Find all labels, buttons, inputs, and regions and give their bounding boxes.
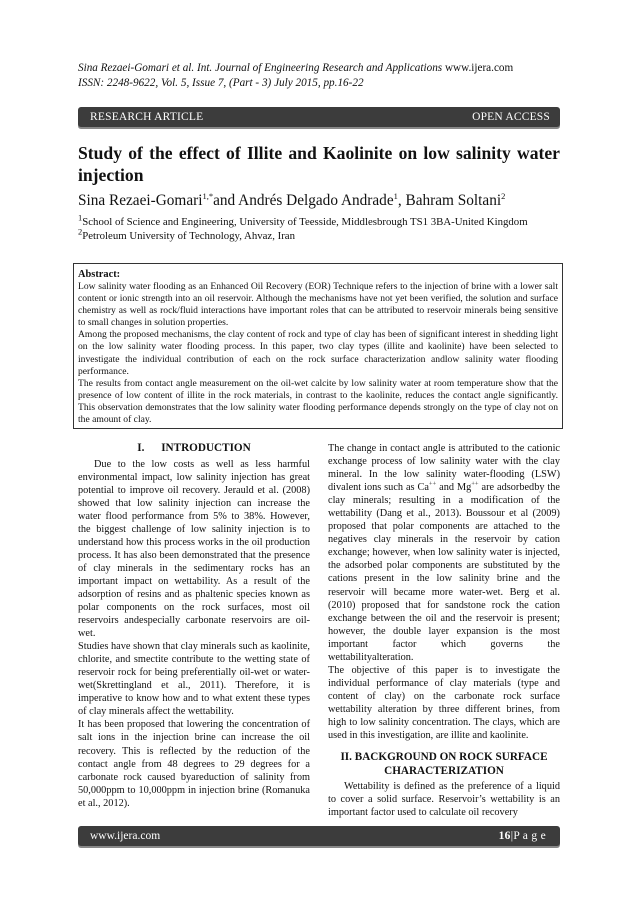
body-paragraph: It has been proposed that lowering the concentration of salt ions in the injection brine can increase the oil recovery. This is reflected by the reduction of the contact angle from 48 degrees to 29 degrees for a carbonate rock caused byareduction of salinity from 50,000ppm to 10,000ppm in injection brine (Romanuka et al., 2012). bbox=[78, 719, 310, 809]
research-article-label: RESEARCH ARTICLE bbox=[90, 111, 204, 123]
page-number bbox=[499, 826, 546, 846]
body-paragraph: Due to the low costs as well as less harmful environmental impact, low salinity injection has great potential to improve oil recovery. Jerauld et al. (2008) showed that low salinity injection can increase the water flood performance from 5% to 38%. However, the biggest challenge of low salinity injection is to understand how this process works in the oil production process. It has also been demonstrated that the presence of clay minerals in the sedimentary rocks has an important impact on wettability. As a result of the adsorption of resins and as phaltenic species known as polar components on the rock surfaces, most oil reservoirs andespecially carbonate reservoirs are oil-wet. bbox=[78, 458, 310, 640]
affiliation-1 bbox=[78, 212, 528, 229]
page-footer-bar bbox=[78, 826, 560, 846]
affiliation-1-marker: 1 bbox=[78, 212, 83, 223]
right-column bbox=[328, 442, 560, 819]
page-number-value: 16 bbox=[498, 830, 511, 842]
body-paragraph: Studies have shown that clay minerals such as kaolinite, chlorite, and smectite contribute to the wetting state of reservoir rock for being preferentially oil-wet or water-wet(Skrettingland et al., 2011). Therefore, it is imperative to know how and to what extent these types of clay minerals affect the wettability. bbox=[78, 641, 310, 718]
abstract-paragraph: Among the proposed mechanisms, the clay content of rock and type of clay has been of significant interest in shedding light on the low salinity water flooding process. In this paper, two clay types (illite and kaolinite) have been selected to investigate the individual contribution of each on the rock surface characterization andlow salinity water flooding performance. bbox=[78, 329, 558, 377]
charge-superscript: ++ bbox=[471, 480, 479, 488]
body-paragraph: The objective of this paper is to investigate the individual performance of clay materials (type and content of clay) on the carbonate rock surface wettability alteration by three different brines, from high to low salinity concentration. The clays, which are used in this investigation, are illite and kaolinite. bbox=[328, 664, 560, 742]
page-label: |P a g e bbox=[510, 830, 546, 842]
journal-header-line-2: ISSN: 2248-9622, Vol. 5, Issue 7, (Part - 3) July 2015, pp.16-22 bbox=[78, 77, 364, 89]
affiliation-2-marker: 2 bbox=[78, 226, 83, 237]
abstract-heading: Abstract: bbox=[78, 269, 121, 280]
footer-site-link[interactable]: www.ijera.com bbox=[90, 830, 161, 842]
left-column bbox=[78, 442, 310, 810]
author-3-marker: 2 bbox=[501, 190, 506, 201]
abstract-box bbox=[73, 263, 563, 429]
charge-superscript: ++ bbox=[428, 480, 437, 488]
abstract-paragraph: The results from contact angle measurement on the oil-wet calcite by low salinity water at room temperature show that the presence of low content of illite in the rock materials, in contrast to the kaolinite, reduces the contact angle significantly. This observation demonstrates that the low salinity water flooding performance depends strongly on the type of clay not on the amount of clay. bbox=[78, 377, 558, 426]
affiliation-1-text: School of Science and Engineering, University of Teesside, Middlesbrough TS1 3BA-United Kingdom bbox=[82, 216, 528, 228]
author-1: Sina Rezaei-Gomari bbox=[78, 192, 203, 209]
section-heading-introduction: I. INTRODUCTION bbox=[137, 442, 251, 454]
journal-citation: Sina Rezaei-Gomari et al. Int. Journal of Engineering Research and Applications bbox=[78, 62, 443, 74]
author-2-marker: 1 bbox=[393, 190, 398, 201]
journal-site-link[interactable]: www.ijera.com bbox=[444, 62, 514, 74]
abstract-paragraph: Low salinity water flooding as an Enhanced Oil Recovery (EOR) Technique refers to the injection of brine with a lower salt content or ionic strength into an oil reservoir. Although the mechanisms have not yet been verified, the solution and surface chemistry as well as rock/fluid interactions have important roles that can be attributed to reservoir minerals being sensitive to small changes in solution properties. bbox=[78, 281, 558, 329]
affiliation-2 bbox=[78, 226, 295, 243]
body-text: are adsorbedby the clay minerals; resulting in a modification of the wettability (Dang et al., 2013). Boussour et al (2009) proposed that polar components are attached to the negatives clay minerals in the reservoir by cation exchange; however, when low salinity water is injected, the adsorbed polar components are substituted by the cations present in the low salinity brine and the reservoir will became more water-wet. Berg et al. (2010) proposed that for sandstone rock the cation exchange between the oil and the reservoir is present; however, the double layer expansion is the most important factor which governs the wettabilityalteration. bbox=[328, 482, 560, 663]
article-type-banner bbox=[78, 107, 560, 127]
section-heading-background: II. BACKGROUND ON ROCK SURFACE CHARACTERIZATION bbox=[340, 751, 548, 777]
author-3: , Bahram Soltani bbox=[397, 192, 502, 209]
open-access-label: OPEN ACCESS bbox=[472, 111, 550, 123]
body-text: and Mg bbox=[436, 482, 472, 494]
body-paragraph bbox=[328, 442, 560, 664]
body-text: The change in contact angle is attributed to the cationic exchange process of low salinity water with the clay mineral. In the low salinity water-flooding (LSW) divalent ions such as Ca bbox=[328, 443, 560, 494]
author-1-marker: 1,* bbox=[202, 190, 214, 201]
paper-title: Study of the effect of Illite and Kaolinite on low salinity water injection bbox=[78, 143, 560, 185]
author-2: and Andrés Delgado Andrade bbox=[213, 192, 394, 209]
body-paragraph: Wettability is defined as the preference of a liquid to cover a solid surface. Reservoir’s wettability is an important factor used to calculate oil recovery bbox=[328, 781, 560, 819]
journal-header-line-1 bbox=[78, 60, 513, 76]
affiliation-2-text: Petroleum University of Technology, Ahvaz, Iran bbox=[82, 230, 295, 242]
author-list bbox=[78, 191, 505, 211]
